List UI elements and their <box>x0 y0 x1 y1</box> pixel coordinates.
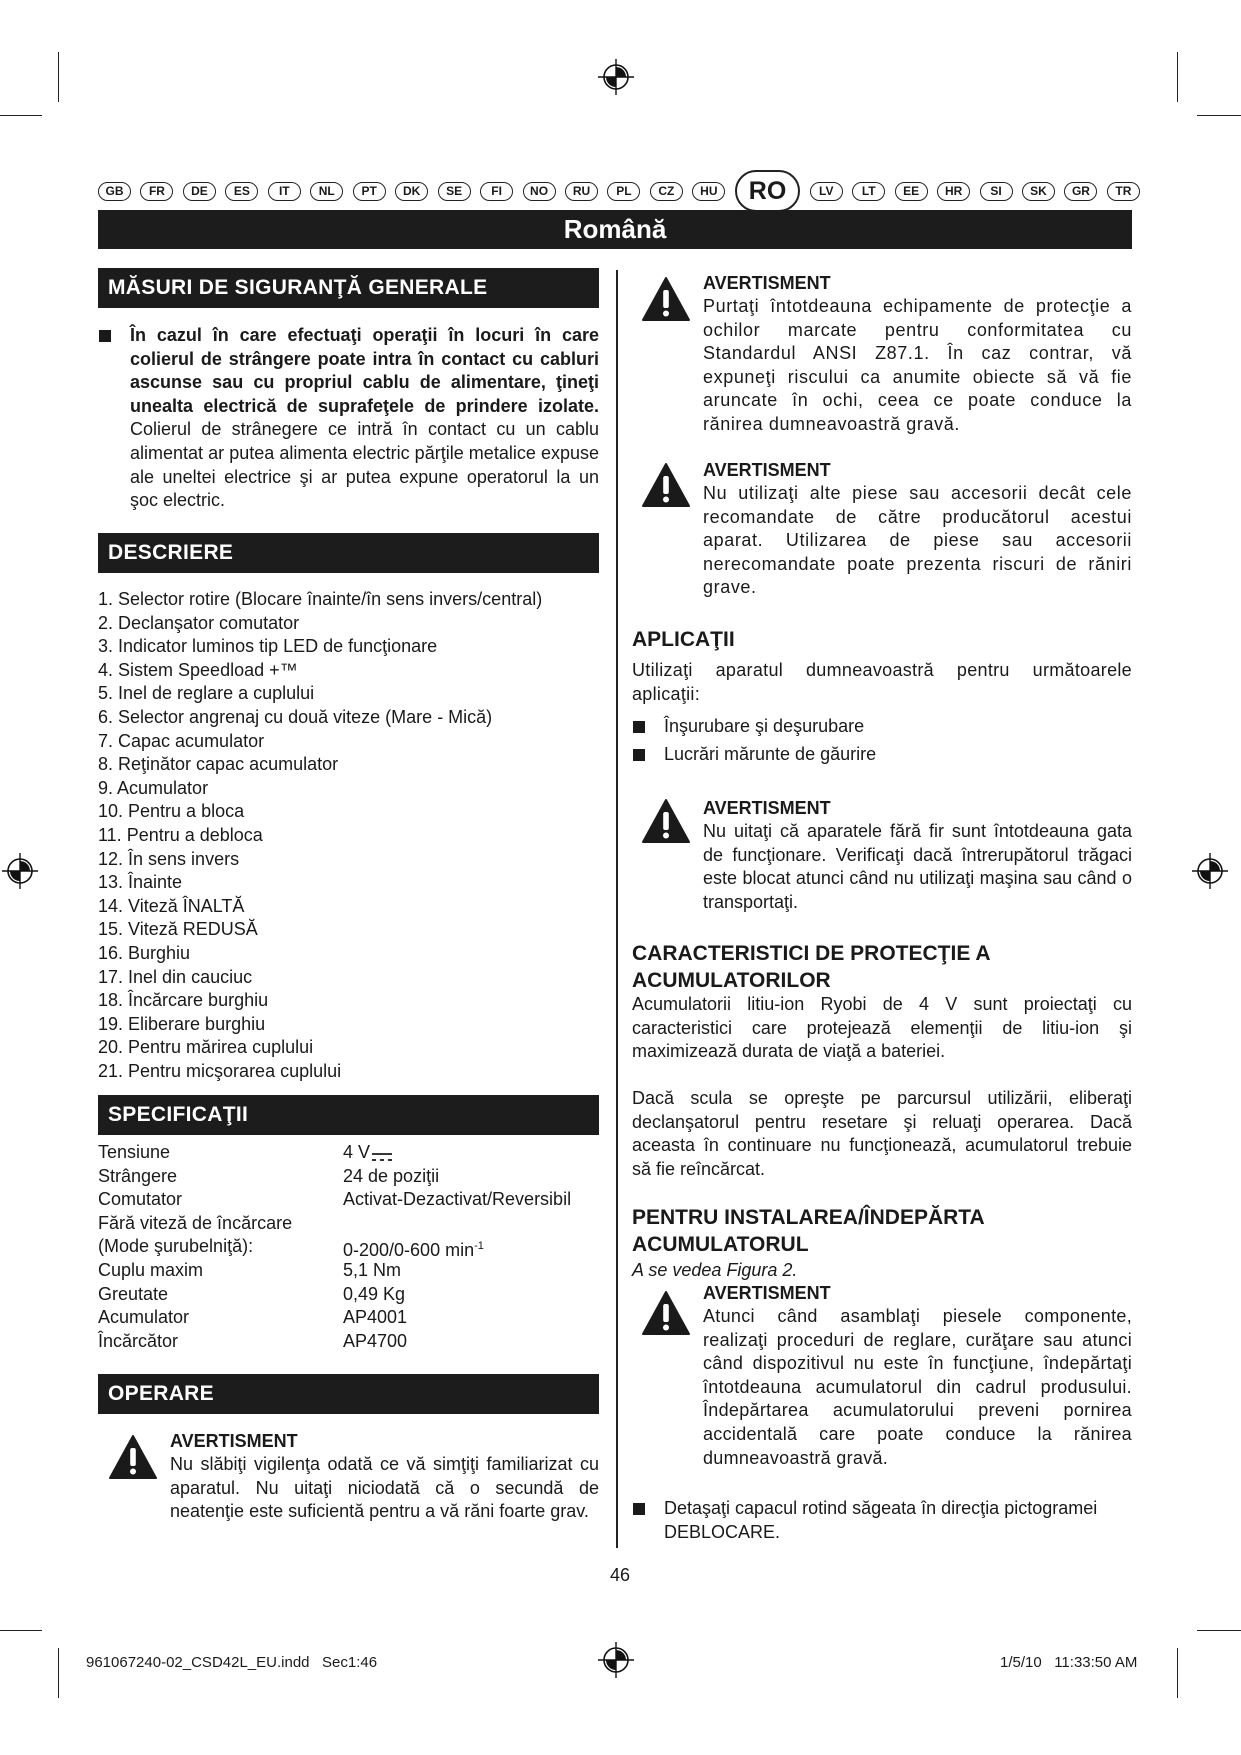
applications-intro: Utilizaţi aparatul dumneavoastră pentru următoarele aplicaţii: <box>632 660 1132 704</box>
safety-heading: MĂSURI DE SIGURANŢĂ GENERALE <box>98 268 599 308</box>
registration-mark-icon <box>598 59 634 95</box>
crop-mark <box>58 1648 59 1698</box>
language-chip-ro: RO <box>735 170 801 212</box>
language-chip-se: SE <box>438 182 471 201</box>
description-item: 5. Inel de reglare a cuplului <box>98 683 315 704</box>
footer-timestamp: 1/5/10 11:33:50 AM <box>1000 1654 1138 1671</box>
language-chip-lt: LT <box>852 182 885 201</box>
spec-label: Încărcător <box>98 1330 179 1351</box>
crop-mark <box>1177 1648 1178 1698</box>
crop-mark <box>1177 52 1178 102</box>
install-step: Detaşaţi capacul rotind săgeata în direcţia pictogramei DEBLOCARE. <box>664 1498 1098 1542</box>
applications-heading: APLICAŢII <box>632 628 735 651</box>
language-chip-lv: LV <box>810 182 843 201</box>
spec-row <box>98 1330 618 1354</box>
language-chip-cz: CZ <box>650 182 683 201</box>
safety-bold-text: În cazul în care efectuaţi operaţii în locuri în care colierul de strângere poate intra în contact cu cabluri ascunse sau cu propriul cablu de alimentare, ţineţi unealta electrică de suprafeţele de prindere izolate. <box>130 325 599 416</box>
language-chip-fi: FI <box>480 182 513 201</box>
registration-mark-icon <box>598 1642 634 1678</box>
registration-mark-icon <box>1192 853 1228 889</box>
language-chip-ru: RU <box>565 182 598 201</box>
language-chip-pl: PL <box>607 182 640 201</box>
description-item: 1. Selector rotire (Blocare înainte/în sens invers/central) <box>98 589 543 609</box>
warning-triangle-icon <box>641 1290 691 1336</box>
language-chip-es: ES <box>225 182 258 201</box>
description-item: 2. Declanşator comutator <box>98 612 300 633</box>
description-item: 17. Inel din cauciuc <box>98 966 253 987</box>
warning-text: Purtaţi întotdeauna echipamente de protecţie a ochilor marcate pentru conformitatea cu Standardul ANSI Z87.1. În caz contrar, vă expuneţi riscului ca anumite obiecte să vă fie aruncate în ochi, ceea ce poate conduce la rănirea dumneavoastră gravă. <box>703 296 1132 434</box>
crop-mark <box>0 1630 42 1631</box>
language-chip-it: IT <box>268 182 301 201</box>
battery-protection-heading: CARACTERISTICI DE PROTECŢIE A ACUMULATORILOR <box>632 942 990 992</box>
crop-mark <box>1197 115 1241 116</box>
application-item: Lucrări mărunte de găurire <box>664 744 877 764</box>
battery-removal-warning <box>703 1282 1132 1470</box>
description-item: 13. Înainte <box>98 872 183 893</box>
spec-value <box>343 1283 405 1307</box>
description-item: 3. Indicator luminos tip LED de funcţionare <box>98 636 438 657</box>
bullet-icon <box>633 721 645 733</box>
spec-label: Cuplu maxim <box>98 1260 204 1280</box>
warning-text: Nu uitaţi că aparatele fără fir sunt întotdeauna gata de funcţionare. Verificaţi dacă întrerupătorul trăgaci este blocat atunci când nu utilizaţi maşina sau când o transportaţi. <box>703 821 1132 912</box>
spec-label: Strângere <box>98 1165 178 1186</box>
spec-label: Tensiune <box>98 1142 171 1162</box>
warning-text: Nu slăbiţi vigilenţa odată ce vă simţiţi familiarizat cu aparatul. Nu uitaţi niciodată că o secundă de neatenţie este suficientă pentru a vă răni foarte grav. <box>170 1454 599 1522</box>
language-chip-dk: DK <box>395 182 428 201</box>
warning-title: AVERTISMENT <box>703 1283 831 1303</box>
operation-warning <box>170 1430 599 1524</box>
spec-value-text: AP4700 <box>343 1330 408 1351</box>
description-item: 12. În sens invers <box>98 848 240 869</box>
dc-symbol-icon <box>371 1151 393 1163</box>
language-chip-si: SI <box>980 182 1013 201</box>
description-item: 14. Viteză ÎNALTĂ <box>98 895 245 916</box>
language-chip-gb: GB <box>98 182 131 201</box>
crop-mark <box>1197 1630 1241 1631</box>
bullet-icon <box>633 749 645 761</box>
registration-mark-icon <box>2 853 38 889</box>
warning-title: AVERTISMENT <box>703 798 831 818</box>
description-heading: DESCRIERE <box>98 533 599 573</box>
language-chip-fr: FR <box>140 182 173 201</box>
description-item: 6. Selector angrenaj cu două viteze (Mare - Mică) <box>98 706 493 727</box>
spec-row <box>98 1259 618 1283</box>
spec-value <box>343 1259 401 1283</box>
eye-protection-warning <box>703 272 1132 437</box>
column-divider <box>616 270 618 1548</box>
spec-value-text: Activat-Dezactivat/Reversibil <box>343 1189 572 1210</box>
language-banner: Română <box>98 210 1132 249</box>
warning-title: AVERTISMENT <box>170 1431 298 1451</box>
language-selector <box>98 168 1140 214</box>
language-chip-hr: HR <box>937 182 970 201</box>
safety-normal-text: Colierul de strânegere ce intră în contact cu un cablu alimentat ar putea alimenta electric părţile metalice expuse ale uneltei electrice şi ar putea expune operatorul la un şoc electric. <box>130 419 599 511</box>
safety-paragraph <box>130 324 599 513</box>
accessories-warning <box>703 459 1132 600</box>
crop-mark <box>58 52 59 102</box>
spec-unit-exponent: -1 <box>474 1240 484 1253</box>
description-item: 19. Eliberare burghiu <box>98 1013 266 1034</box>
spec-value <box>343 1306 407 1330</box>
warning-text: Nu utilizaţi alte piese sau accesorii decât cele recomandate de către producătorul acestui aparat. Utilizarea de piese sau accesorii nerecomandate poate prezenta riscuri de răniri grave. <box>703 483 1132 598</box>
battery-protection-text: Acumulatorii litiu-ion Ryobi de 4 V sunt proiectaţi cu caracteristici care protejează elemenţii de litiu-ion şi maximizează durata de viaţă a bateriei. <box>632 994 1132 1062</box>
language-chip-gr: GR <box>1064 182 1097 201</box>
spec-value-text: 0,49 Kg <box>343 1283 406 1304</box>
warning-triangle-icon <box>641 462 691 508</box>
application-item: Înşurubare şi deşurubare <box>664 716 865 736</box>
spec-value-text: 0-200/0-600 min <box>343 1240 475 1261</box>
spec-value-text: 4 V <box>343 1142 371 1162</box>
description-item: 8. Reţinător capac acumulator <box>98 754 339 775</box>
language-chip-de: DE <box>183 182 216 201</box>
language-chip-no: NO <box>523 182 556 201</box>
bullet-icon <box>633 1503 645 1515</box>
page-number: 46 <box>609 1565 631 1585</box>
description-item: 10. Pentru a bloca <box>98 801 245 822</box>
specs-heading: SPECIFICAŢII <box>98 1095 599 1135</box>
battery-protection-text: Dacă scula se opreşte pe parcursul utilizării, eliberaţi declanşatorul pentru resetare şi reluaţi operarea. Dacă aceasta în continuare nu funcţionează, acumulatorul trebuie să fie reîncărcat. <box>632 1088 1132 1179</box>
spec-label: Greutate <box>98 1283 169 1304</box>
spec-value <box>343 1141 370 1165</box>
description-item: 9. Acumulator <box>98 777 209 798</box>
language-chip-ee: EE <box>895 182 928 201</box>
spec-row <box>98 1306 618 1330</box>
spec-value <box>343 1330 407 1354</box>
spec-label: Fără viteză de încărcare <box>98 1212 293 1233</box>
spec-value-text: AP4001 <box>343 1307 408 1328</box>
spec-value-text: 5,1 Nm <box>343 1260 402 1280</box>
description-item: 16. Burghiu <box>98 942 191 963</box>
spec-value <box>343 1165 439 1189</box>
description-item: 18. Încărcare burghiu <box>98 990 269 1011</box>
spec-value-text: 24 de poziţii <box>343 1165 440 1186</box>
spec-label: (Mode şurubelniţă): <box>98 1236 254 1257</box>
language-chip-hu: HU <box>692 182 725 201</box>
figure-reference: A se vedea Figura 2. <box>632 1260 798 1280</box>
spec-value <box>343 1188 571 1212</box>
spec-row <box>98 1188 618 1212</box>
description-item: 20. Pentru mărirea cuplului <box>98 1037 314 1058</box>
bullet-icon <box>99 330 111 342</box>
description-list <box>98 588 608 1083</box>
spec-label: Acumulator <box>98 1307 190 1328</box>
footer-file-info: 961067240-02_CSD42L_EU.indd Sec1:46 <box>86 1654 378 1671</box>
warning-triangle-icon <box>641 798 691 844</box>
operation-heading: OPERARE <box>98 1374 599 1414</box>
spec-row <box>98 1283 618 1307</box>
spec-row <box>98 1165 618 1189</box>
warning-triangle-icon <box>641 276 691 322</box>
description-item: 21. Pentru micşorarea cuplului <box>98 1060 342 1081</box>
warning-text: Atunci când asamblaţi piesele componente, realizaţi proceduri de reglare, curăţare sau atunci când dispozitivul nu este în funcţiune, îndepărtaţi întotdeauna acumulatorul din cadrul produsului. Îndepărtarea acumulatorului preveni pornirea accidentală care poate conduce la rănirea dumneavoastră gravă. <box>703 1306 1132 1468</box>
spec-row <box>98 1235 618 1259</box>
language-chip-tr: TR <box>1107 182 1140 201</box>
spec-row <box>98 1141 618 1165</box>
spec-label: Comutator <box>98 1189 183 1210</box>
description-item: 4. Sistem Speedload +™ <box>98 659 298 680</box>
warning-triangle-icon <box>108 1434 158 1480</box>
warning-title: AVERTISMENT <box>703 460 831 480</box>
spec-row <box>98 1212 618 1236</box>
description-item: 15. Viteză REDUSĂ <box>98 919 258 940</box>
crop-mark <box>0 115 42 116</box>
description-item: 7. Capac acumulator <box>98 730 265 751</box>
warning-title: AVERTISMENT <box>703 273 831 293</box>
description-item: 11. Pentru a debloca <box>98 824 263 845</box>
language-chip-nl: NL <box>310 182 343 201</box>
language-chip-pt: PT <box>353 182 386 201</box>
battery-install-heading: PENTRU INSTALAREA/ÎNDEPĂRTA ACUMULATORUL <box>632 1206 984 1256</box>
cordless-warning <box>703 797 1132 914</box>
language-chip-sk: SK <box>1022 182 1055 201</box>
